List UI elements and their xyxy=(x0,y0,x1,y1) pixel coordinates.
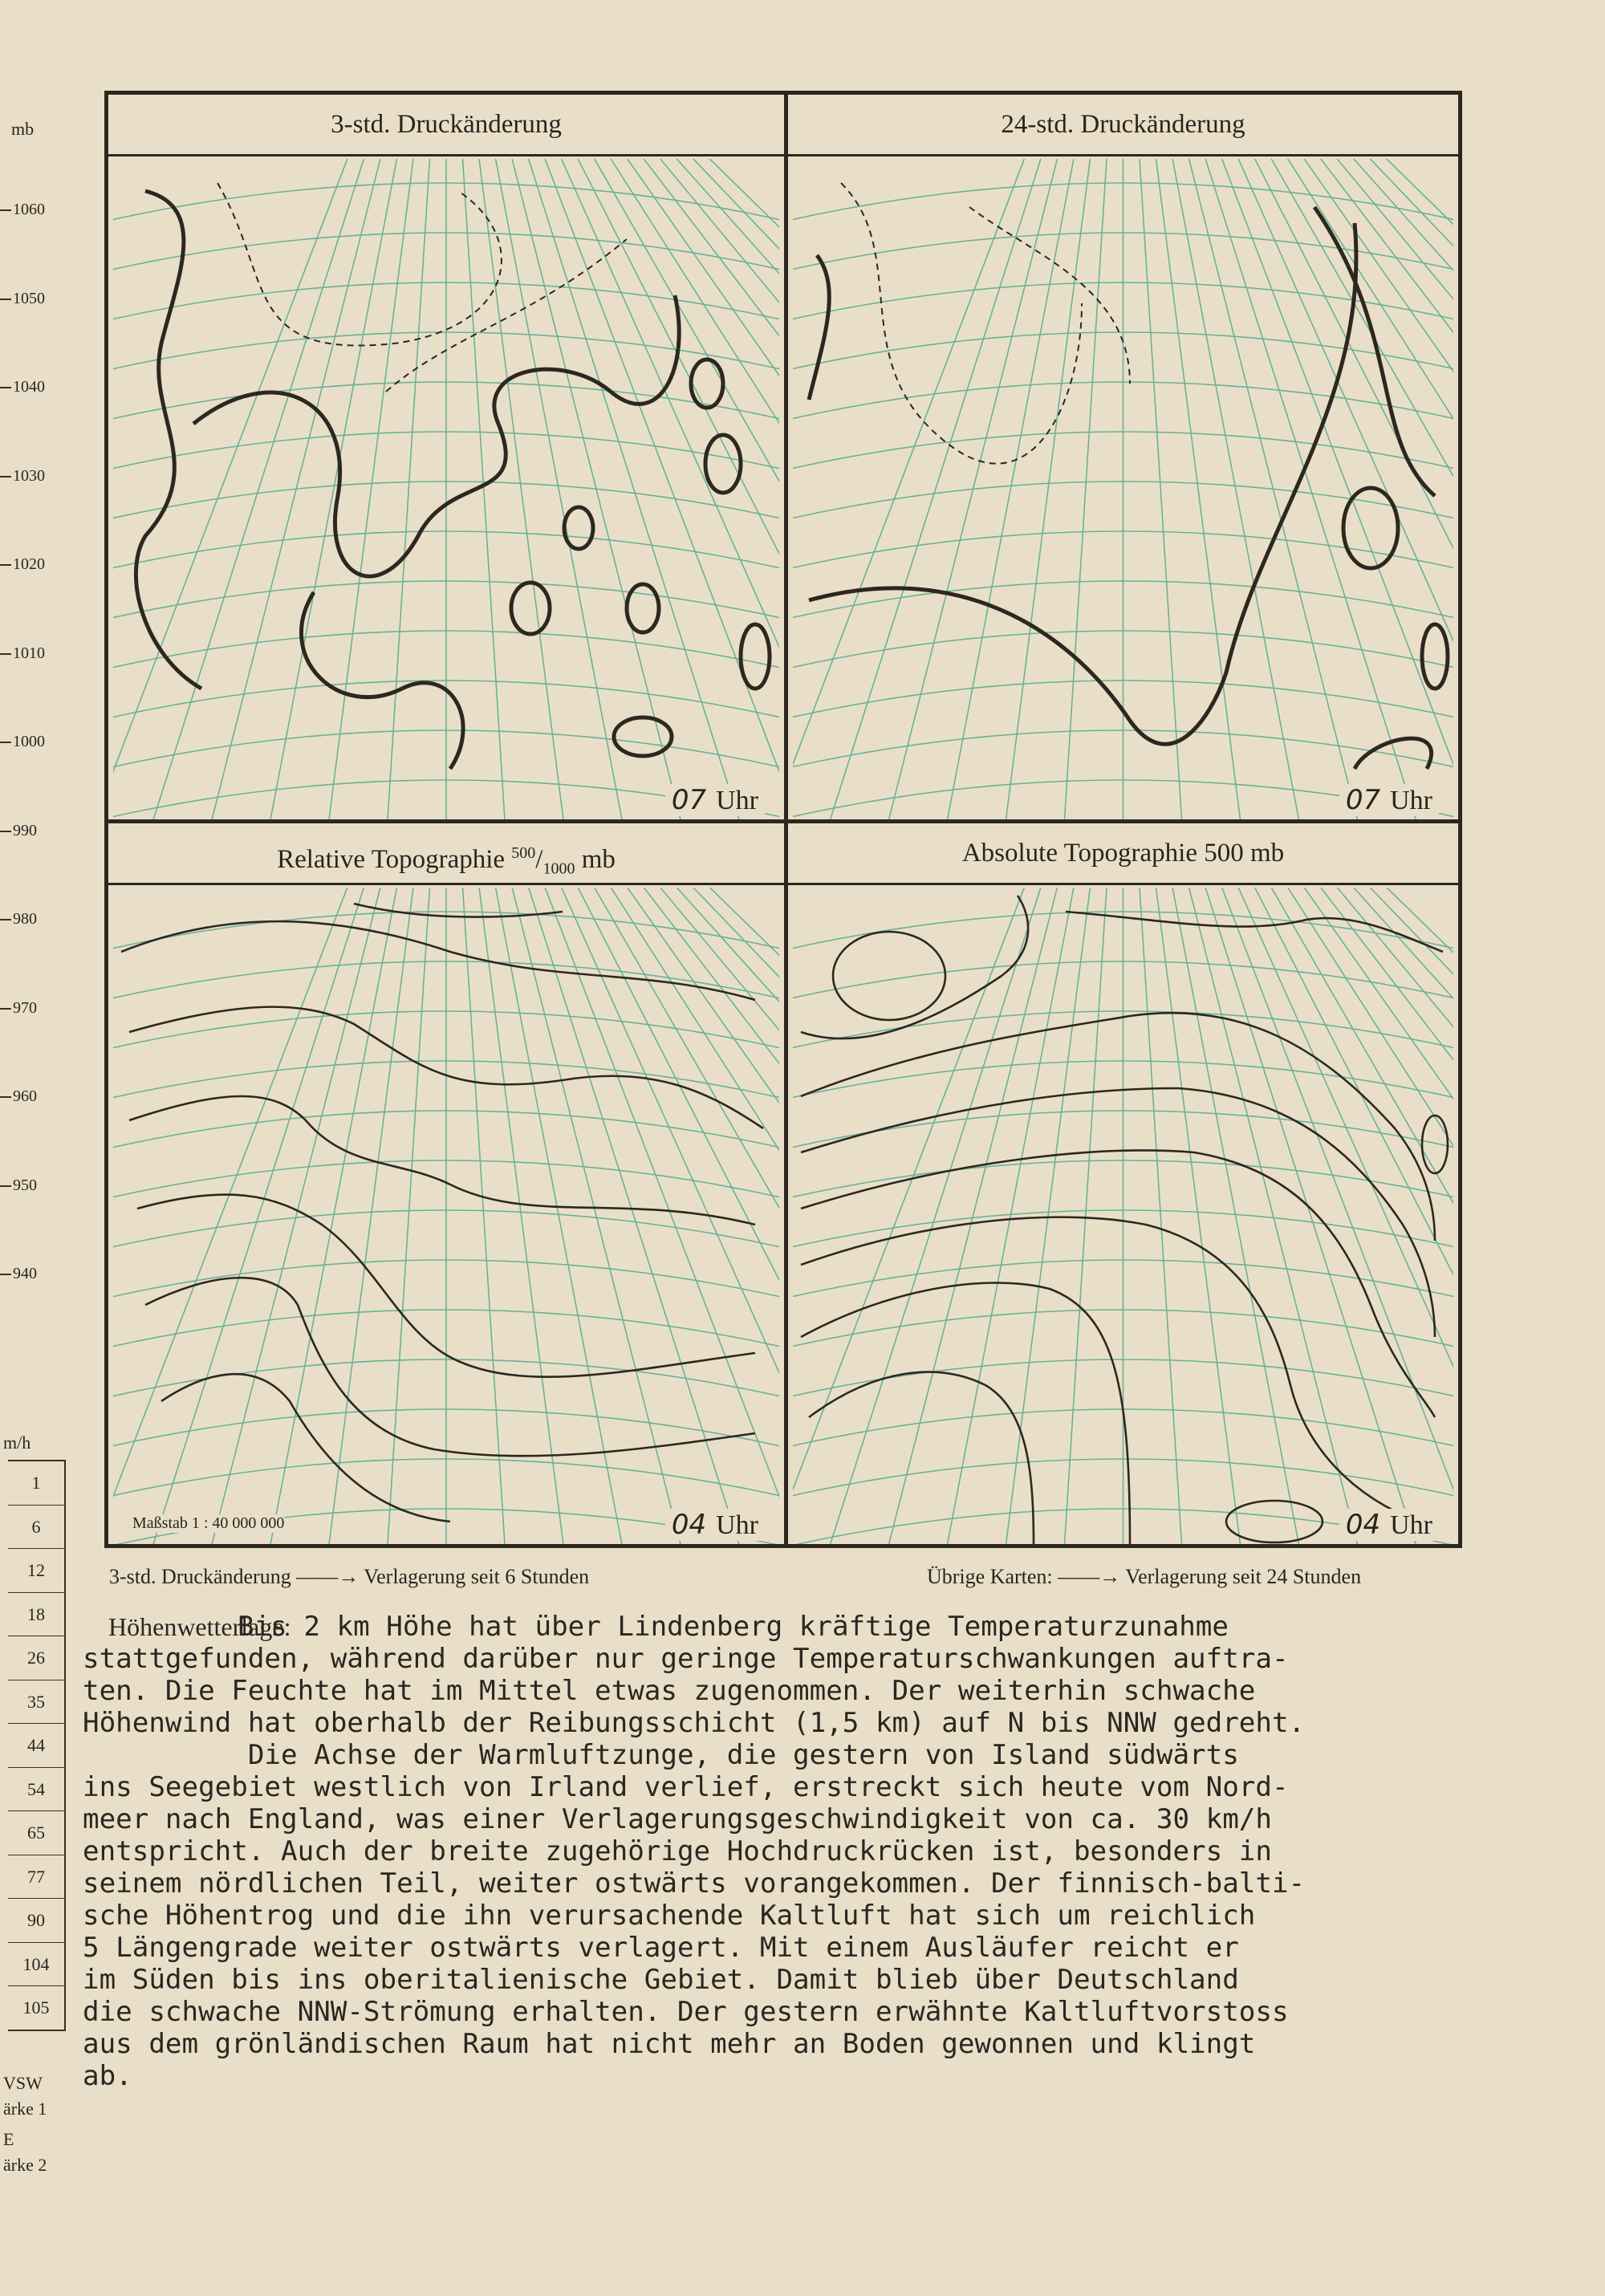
report-heading: Höhenwetterlage: xyxy=(108,1612,291,1641)
panel-time: 07 Uhr xyxy=(1339,784,1439,816)
time-hand: 07 xyxy=(1345,784,1381,816)
meridian-line xyxy=(1216,159,1453,819)
speed-value: 6 xyxy=(8,1505,64,1549)
pressure-tick: 980 xyxy=(0,910,37,929)
meridian-line xyxy=(477,888,566,1544)
meridian-line xyxy=(885,888,1062,1544)
map-3h-drawing xyxy=(113,159,779,819)
speed-value: 18 xyxy=(8,1592,64,1636)
report-line: 5 Längengrade weiter ostwärts verlagert. Mit einem Ausläufer reicht er xyxy=(83,1932,1239,1964)
report-line: aus dem grönländischen Raum hat nicht mehr an Boden gewonnen und klingt xyxy=(83,2028,1256,2060)
panel-absolute-topography xyxy=(788,823,1458,1544)
panel-time: 04 Uhr xyxy=(665,1509,765,1541)
report-line: seinem nördlichen Teil, weiter ostwärts vorangekommen. Der finnisch-balti- xyxy=(83,1867,1306,1900)
report-line: Bis 2 km Höhe hat über Lindenberg kräftige Temperaturzunahme xyxy=(238,1611,1229,1643)
meridian-line xyxy=(267,159,400,819)
meridian-line xyxy=(1154,888,1242,1544)
meridian-line xyxy=(387,888,431,1544)
weather-map-grid xyxy=(104,91,1462,1548)
pressure-tick: 1020 xyxy=(0,555,45,574)
pressure-tick: 950 xyxy=(0,1176,37,1195)
report-line: meer nach England, was einer Verlagerungsgeschwindigkeit von ca. 30 km/h xyxy=(83,1803,1272,1835)
time-hand: 07 xyxy=(671,784,707,816)
speed-value: 12 xyxy=(8,1548,64,1592)
report-line: Höhenwind hat oberhalb der Reibungsschicht (1,5 km) auf N bis NNW gedreht. xyxy=(83,1707,1306,1739)
map-relative-drawing xyxy=(113,888,779,1544)
meridian-line xyxy=(1355,888,1453,1544)
meridian-line xyxy=(1063,888,1107,1544)
meridian-line xyxy=(267,888,400,1544)
report-line: die schwache NNW-Strömung erhalten. Der gestern erwähnte Kaltluftvorstoss xyxy=(83,1996,1289,2028)
map-scale-note: Maßstab 1 : 40 000 000 xyxy=(132,1514,285,1532)
meridian-line xyxy=(555,159,779,819)
meridian-line xyxy=(585,888,779,1544)
pressure-tick: 990 xyxy=(0,822,37,840)
meridian-line xyxy=(1371,159,1454,819)
meridian-line xyxy=(585,159,779,819)
map-relative xyxy=(113,888,779,1544)
meridian-line xyxy=(148,888,369,1544)
report-line: ab. xyxy=(83,2060,132,2092)
report-line: im Süden bis ins oberitalienische Gebiet. Damit blieb über Deutschland xyxy=(83,1964,1239,1996)
title-sup: 500 xyxy=(511,844,536,862)
panel-24h-pressure-change xyxy=(788,95,1458,819)
speed-value: 35 xyxy=(8,1680,64,1724)
meridian-line xyxy=(1262,888,1453,1544)
meridian-line xyxy=(945,159,1077,819)
meridian-line xyxy=(1371,888,1454,1544)
meridian-line xyxy=(461,159,506,819)
meridian-line xyxy=(1201,159,1421,819)
speed-value: 1 xyxy=(31,1473,41,1493)
speed-footer: ärke 1 xyxy=(3,2099,47,2119)
speed-value: 105 xyxy=(8,1985,64,2030)
report-line: entspricht. Auch der breite zugehörige Hochdruckrücken ist, besonders in xyxy=(83,1835,1272,1867)
pressure-tick: 1000 xyxy=(0,733,45,751)
meridian-line xyxy=(387,159,431,819)
meridian-line xyxy=(1247,888,1454,1544)
meridian-line xyxy=(113,159,354,819)
report-line: ten. Die Feuchte hat im Mittel etwas zugenommen. Der weiterhin schwache xyxy=(83,1675,1256,1707)
meridian-line xyxy=(1185,888,1362,1544)
panel-time: 04 Uhr xyxy=(1339,1509,1439,1541)
speed-value: 65 xyxy=(8,1810,64,1855)
weather-report-text xyxy=(83,1611,1591,2092)
map-absolute-drawing xyxy=(793,888,1453,1544)
map-3h xyxy=(113,159,779,819)
meridian-line xyxy=(461,888,506,1544)
speed-unit: m/h xyxy=(3,1432,31,1453)
panel-title: Relative Topographie $^{500}/_{1000}$ mb xyxy=(108,823,784,885)
map-24h xyxy=(793,159,1453,819)
meridian-line xyxy=(208,888,384,1544)
map-absolute xyxy=(793,888,1453,1544)
speed-footer: VSW xyxy=(3,2073,43,2093)
speed-value: 54 xyxy=(8,1767,64,1811)
caption-right: Übrige Karten: ——→ Verlagerung seit 24 Stunden xyxy=(927,1565,1362,1588)
speed-footer: ärke 2 xyxy=(3,2155,47,2175)
caption-left: 3-std. Druckänderung ——→ Verlagerung seit 6 Stunden xyxy=(109,1565,590,1588)
meridian-line xyxy=(1004,888,1092,1544)
pressure-tick: 1030 xyxy=(0,467,45,486)
pressure-scale xyxy=(0,120,64,1372)
meridian-line xyxy=(327,888,416,1544)
report-line: Die Achse der Warmluftzunge, die gestern von Island südwärts xyxy=(83,1739,1239,1771)
pressure-tick: 970 xyxy=(0,999,37,1018)
meridian-line xyxy=(945,888,1077,1544)
meridian-line xyxy=(1309,888,1454,1544)
time-hand: 04 xyxy=(1345,1509,1381,1541)
meridian-line xyxy=(825,888,1046,1544)
meridian-line xyxy=(693,159,779,819)
meridian-line xyxy=(477,159,566,819)
pressure-unit: mb xyxy=(11,119,35,139)
report-line: stattgefunden, während darüber nur geringe Temperaturschwankungen auftra- xyxy=(83,1643,1289,1675)
report-line: sche Höhentrog und die ihn verursachende Kaltluft hat sich um reichlich xyxy=(83,1900,1256,1932)
meridian-line xyxy=(1063,159,1107,819)
report-line: ins Seegebiet westlich von Irland verlief, erstreckt sich heute vom Nord- xyxy=(83,1771,1289,1803)
panel-title: 24-std. Druckänderung xyxy=(788,95,1458,156)
panel-time: 07 Uhr xyxy=(665,784,765,816)
panel-relative-topography xyxy=(108,823,784,1544)
meridian-line xyxy=(793,159,1030,819)
title-main: Relative Topographie xyxy=(277,845,506,874)
meridian-line xyxy=(825,159,1046,819)
title-sub: 1000 xyxy=(542,859,575,878)
panel-title: 3-std. Druckänderung xyxy=(108,95,784,156)
speed-value: 90 xyxy=(8,1898,64,1942)
speed-value: 26 xyxy=(8,1636,64,1680)
speed-footer: E xyxy=(3,2129,14,2149)
pressure-tick: 1060 xyxy=(0,201,45,219)
speed-value: 77 xyxy=(8,1855,64,1899)
pressure-tick: 1040 xyxy=(0,378,45,396)
panel-3h-pressure-change xyxy=(108,95,784,819)
pressure-tick: 1010 xyxy=(0,644,45,663)
meridian-line xyxy=(1139,159,1183,819)
pressure-tick: 960 xyxy=(0,1087,37,1106)
time-hand: 04 xyxy=(671,1509,707,1541)
speed-value: 104 xyxy=(8,1942,64,1986)
meridian-line xyxy=(1139,888,1183,1544)
meridian-line xyxy=(1154,159,1242,819)
map-24h-drawing xyxy=(793,159,1453,819)
speed-value: 44 xyxy=(8,1723,64,1767)
speed-rows xyxy=(8,1460,66,2031)
title-unit: mb xyxy=(581,845,616,874)
panel-title: Absolute Topographie 500 mb xyxy=(788,823,1458,885)
pressure-tick: 1050 xyxy=(0,290,45,308)
meridian-line xyxy=(1201,888,1421,1544)
meridian-line xyxy=(616,159,779,819)
pressure-tick: 940 xyxy=(0,1265,37,1283)
meridian-line xyxy=(1278,888,1453,1544)
